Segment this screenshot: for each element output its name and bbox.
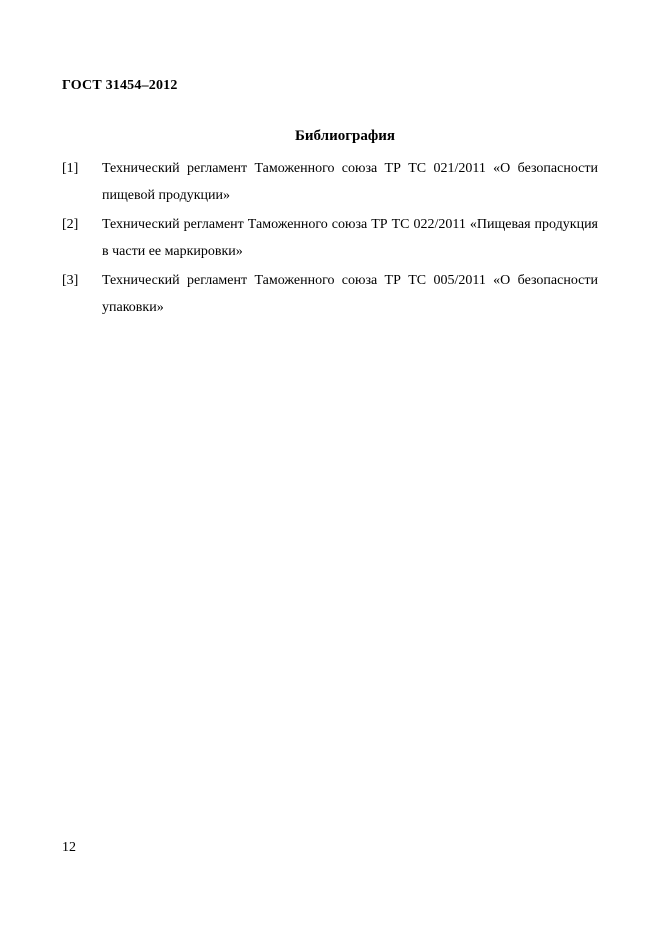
bibliography-list	[62, 156, 598, 324]
bibliography-item-text: Технический регламент Таможенного союза ТР ТС 005/2011 «О безопасности упаковки»	[102, 273, 598, 315]
page-number: 12	[62, 840, 76, 855]
bibliography-item-number: [1]	[62, 161, 79, 176]
bibliography-item	[62, 212, 598, 265]
bibliography-item-text: Технический регламент Таможенного союза ТР ТС 021/2011 «О безопасности пищевой продукции»	[102, 161, 598, 203]
document-code: ГОСТ 31454–2012	[62, 78, 178, 93]
bibliography-item-number: [2]	[62, 217, 79, 232]
bibliography-item-number: [3]	[62, 273, 79, 288]
bibliography-item-text: Технический регламент Таможенного союза ТР ТС 022/2011 «Пищевая продукция в части ее маркировки»	[102, 217, 598, 259]
bibliography-title: Библиография	[294, 128, 396, 144]
bibliography-item	[62, 156, 598, 209]
bibliography-item	[62, 268, 598, 321]
